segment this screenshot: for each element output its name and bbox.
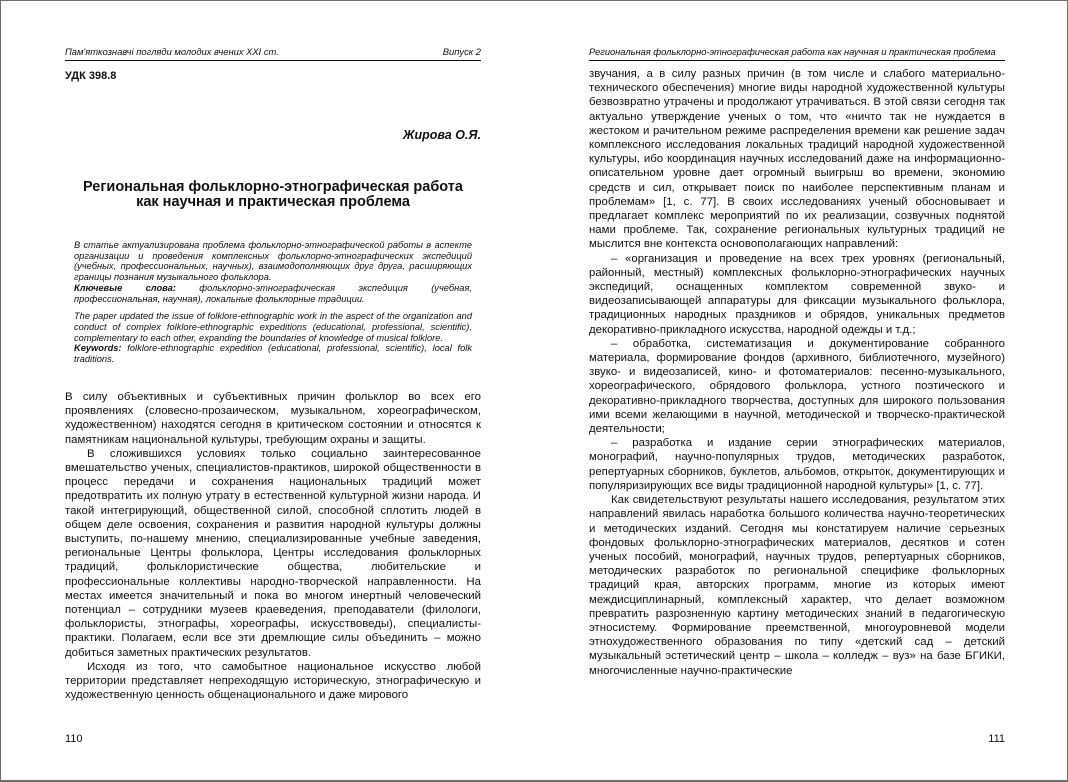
body-text-left	[65, 390, 481, 702]
left-page	[65, 0, 481, 781]
title-line-1: Региональная фольклорно-этнографическая работа	[83, 179, 463, 195]
page-number-left: 110	[65, 733, 83, 745]
paragraph: Исходя из того, что самобытное национальное искусство любой территории представляет непреходящую историческую, этнографическую и художественную ценность общенационального и даже мирового	[65, 660, 481, 702]
abstract-ru: В статье актуализирована проблема фольклорно-этнографической работы в аспекте организации и проведения комплексных фольклорно-этнографических экспедиций (учебных, профессиональных, научных), взаимодополняющих друг друга, расширяющих границы познания музыкального фольклора.	[74, 240, 472, 283]
running-title: Региональная фольклорно-этнографическая работа как научная и практическая проблема	[589, 46, 996, 57]
paragraph: звучания, а в силу разных причин (в том числе и слабого материально-технического обеспечения) многие виды народной художественной культуры безвозвратно утрачены и продолжают утрачиваться. В этой связи сегодня так актуально утверждение ученых о том, что «ничто так не нуждается в жестоком и рачительном режиме распределения времени как решение задач комплексного исследования локальных традиций народной художественной культуры, ибо координация научных исследований даже на информационно-описательном уровне дает огромный выигрыш во времени, экономию средств и сил, открывает поиск по наиболее перспективным планам и проблемам» [1, с. 77]. В своих исследованиях ученый обосновывает и предлагает комплекс мероприятий по их реализации, созвучных поднятой нами проблеме. Так, сохранение региональных культурных традиций не мыслится вне контекста основополагающих направлений:	[589, 68, 1005, 251]
list-item: – разработка и издание серии этнографических материалов, монографий, научно-популярных трудов, методических разработок, репертуарных сборников, буклетов, альбомов, открыток, документирующих и популяризирующих все виды традиционной народной культуры» [1, с. 77].	[589, 437, 1005, 492]
running-head-left	[65, 45, 481, 61]
abstract	[74, 240, 472, 365]
paragraph: В силу объективных и субъективных причин фольклор во всех его проявлениях (словесно-прозаическом, музыкальном, хореографическом, художественном) находятся сегодня в критическом состоянии и относятся к памятникам национальной культуры, требующим охраны и защиты.	[65, 391, 481, 446]
page-number-right: 111	[988, 733, 1005, 745]
abstract-en: The paper updated the issue of folklore-ethnographic work in the aspect of the organization and conduct of complex folklore-ethnographic expeditions (educational, professional, scientific), complementary to each other, expanding the boundaries of knowledge of musical folklore.	[74, 311, 472, 343]
keywords-en-label: Keywords:	[74, 343, 122, 354]
keywords-ru-label: Ключевые слова:	[74, 282, 176, 293]
keywords-ru-text: фольклорно-этнографическая экспедиция (учебная, профессиональная, научная), локальные фольклорные традиции.	[74, 282, 472, 304]
author-name: Жирова О.Я.	[402, 128, 481, 142]
issue-number: Випуск 2	[442, 46, 481, 57]
running-head-right	[589, 45, 1005, 61]
list-item: – «организация и проведение на всех трех уровнях (региональный, районный, местный) комплексных фольклорно-этнографических научных экспедиций, оснащенных комплектом современной звуко- и видеозаписывающей аппаратуры для фиксации музыкального фольклора, традиционных народных праздников и обрядов, уникальных предметов декоративно-прикладного искусства, народной одежды и т.д.;	[589, 252, 1005, 336]
title-line-2: как научная и практическая проблема	[136, 194, 410, 210]
paragraph: Как свидетельствуют результаты нашего исследования, результатом этих направлений явилась наработка большого количества научно-теоретических и методических изданий. Сегодня мы констатируем наличие серьезных фондовых фольклорно-этнографических материалов, десятков и сотен ученых пособий, монографий, научных трудов, репертуарных сборников, методических разработок по региональной специфике фольклорных традиций края, авторских программ, многие из которых имеют междисциплинарный, комплексный характер, что делает возможном превратить разрозненную картину методических знаний в педагогическую этносистему. Формирование преемственной, многоуровневой модели этнохудожественного образования по типу «детский сад – детский музыкальный эстетический центр – школа – колледж – вуз» на базе БГИКИ, многочисленные научно-практические	[589, 494, 1005, 677]
body-text-right	[589, 67, 1005, 678]
keywords-ru	[74, 283, 472, 304]
list-item: – обработка, систематизация и документирование собранного материала, формирование фондов (архивного, библиотечного, музейного) звуко- и видеозаписей, кино- и фотоматериалов: песенно-музыкального, хореографического, обрядового фольклора, устного поэтического и декоративно-прикладного творчества, доступных для широкого пользования ими всеми желающими в научной, методической и творческо-практической деятельности;	[589, 337, 1005, 436]
paragraph: В сложившихся условиях только социально заинтересованное вмешательство ученых, специалистов-практиков, широкой общественности в процесс передачи и сохранения национальных традиций может предотвратить их полную утрату в естественной культурной жизни народа. И такой интегрирующий, общественной силой, способной сплотить людей в общем деле освоения, сохранения и развития народной культуры должны выступить, по-нашему мнению, специализированные учебные заведения, региональные Центры фольклора, Центры исследования фольклорных традиций, фольклористические общества, любительские и профессиональные коллективы народно-творческой направленности. На местах имеется значительный и пока во многом инертный человеческий потенциал – сотрудники музеев краеведения, преподаватели (филологи, фольклористы, этнографы, хореографы, искусствоведы), специалисты-практики. Полагаем, если все эти дремлющие силы объединить – можно добиться заметных практических результатов.	[65, 447, 481, 659]
journal-title: Пам'яткознавчі погляди молодих вчених XXI ст.	[65, 46, 279, 57]
keywords-en	[74, 343, 472, 364]
udk-code: УДК 398.8	[65, 70, 117, 82]
right-page	[589, 0, 1005, 781]
keywords-en-text: folklore-ethnographic expedition (educational, professional, scientific), local folk traditions.	[74, 343, 472, 365]
article-title	[65, 180, 481, 210]
